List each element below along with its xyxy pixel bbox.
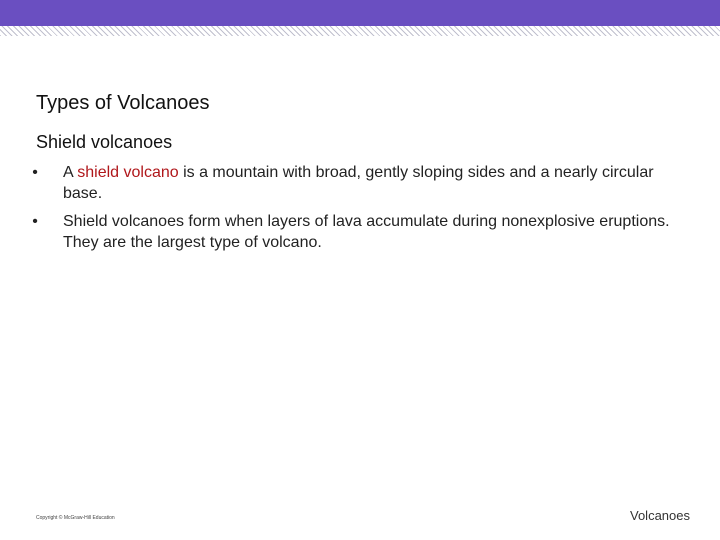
bullet-item: [30, 162, 680, 204]
bullet-text: Shield volcanoes form when layers of lava accumulate during nonexplosive eruptions. They are the largest type of volcano.: [63, 213, 670, 251]
footer-topic: Volcanoes: [630, 508, 690, 523]
key-term: shield volcano: [77, 164, 179, 181]
bullet-text-after: is a mountain with broad, gently sloping sides and a nearly circular base.: [63, 164, 654, 202]
slide-subtitle: Shield volcanoes: [36, 132, 173, 152]
bullet-marker: •: [32, 164, 38, 181]
slide-title: Types of Volcanoes: [36, 92, 210, 114]
bullet-text: [63, 164, 654, 202]
copyright-notice: Copyright © McGraw-Hill Education: [36, 515, 115, 521]
dotted-divider: [0, 26, 720, 36]
bullet-text-before: A: [63, 164, 78, 181]
bullet-item: [30, 211, 680, 253]
bullet-marker: •: [32, 213, 38, 230]
bullet-list: [30, 162, 680, 260]
top-banner: [0, 0, 720, 26]
